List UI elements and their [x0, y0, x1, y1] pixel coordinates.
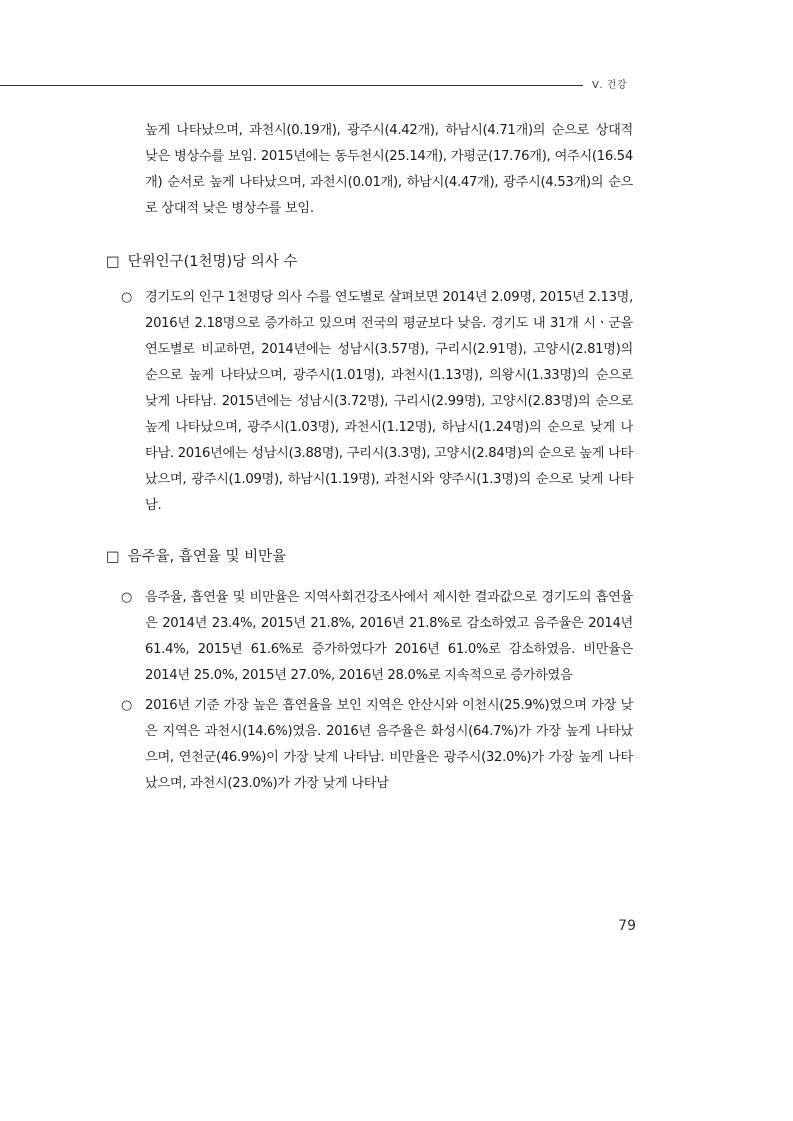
- section-header: Ⅴ. 건강: [592, 80, 628, 91]
- page-number: 79: [618, 918, 636, 934]
- paragraph-rates-2016: 2016년 기준 가장 높은 흡연율을 보인 지역은 안산시와 이천시(25.9%)였으며 가장 낮은 지역은 과천시(14.6%)였음. 2016년 음주율은 화성시(64.7%)가 가장 높게 나타났으며, 연천군(46.9%)이 가장 낮게 나타남. 비만율은 광주시(32.0%)가 가장 높게 나타났으며, 과천시(23.0%)가 가장 낮게 나타남: [145, 698, 633, 791]
- heading-text: 음주율, 흡연율 및 비만율: [127, 549, 287, 565]
- heading-doctors-per-1000: [106, 250, 297, 274]
- circle-bullet-icon: ○: [121, 698, 133, 713]
- circle-bullet-icon: ○: [121, 290, 133, 305]
- heading-drinking-smoking-obesity: [106, 545, 286, 569]
- paragraph-hospital-beds: 높게 나타났으며, 과천시(0.19개), 광주시(4.42개), 하남시(4.71개)의 순으로 상대적 낮은 병상수를 보임. 2015년에는 동두천시(25.14개), 가평군(17.76개), 여주시(16.54개) 순서로 높게 나타났으며, 과천시(0.01개), 하남시(4.47개), 광주시(4.53개)의 순으로 상대적 낮은 병상수를 보임.: [145, 123, 633, 216]
- heading-text: 단위인구(1천명)당 의사 수: [127, 254, 298, 270]
- header-rule: [0, 85, 583, 86]
- paragraph-rates-overview: 음주율, 흡연율 및 비만율은 지역사회건강조사에서 제시한 결과값으로 경기도의 흡연율은 2014년 23.4%, 2015년 21.8%, 2016년 21.8%로 감소하였고 음주율은 2014년 61.4%, 2015년 61.6%로 증가하였다가 2016년 61.0%로 감소하였음. 비만율은 2014년 25.0%, 2015년 27.0%, 2016년 28.0%로 지속적으로 증가하였음: [145, 590, 633, 683]
- checkbox-square-icon: □: [106, 254, 120, 270]
- circle-bullet-icon: ○: [121, 590, 133, 605]
- checkbox-square-icon: □: [106, 549, 120, 565]
- paragraph-doctors: 경기도의 인구 1천명당 의사 수를 연도별로 살펴보면 2014년 2.09명, 2015년 2.13명, 2016년 2.18명으로 증가하고 있으며 전국의 평균보다 낮음. 경기도 내 31개 시ㆍ군을 연도별로 비교하면, 2014년에는 성남시(3.57명), 구리시(2.91명), 고양시(2.81명)의 순으로 높게 나타났으며, 광주시(1.01명), 과천시(1.13명), 의왕시(1.33명)의 순으로 낮게 나타남. 2015년에는 성남시(3.72명), 구리시(2.99명), 고양시(2.83명)의 순으로 높게 나타났으며, 광주시(1.03명), 과천시(1.12명), 하남시(1.24명)의 순으로 낮게 나타남. 2016년에는 성남시(3.88명), 구리시(3.3명), 고양시(2.84명)의 순으로 높게 나타났으며, 광주시(1.09명), 하남시(1.19명), 과천시와 양주시(1.3명)의 순으로 낮게 나타남.: [145, 290, 633, 513]
